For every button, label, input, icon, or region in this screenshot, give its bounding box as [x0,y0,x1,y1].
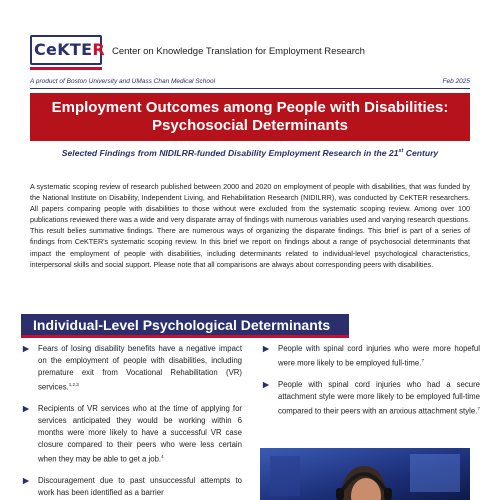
intro-paragraph: A systematic scoping review of research published between 2000 and 2020 on employment of people with disabilities, that was funded by the National Institute on Disability, Independent Living, and Rehabilitation Research (NIDILRR), was conducted by CeKTER researchers. All papers comparing people with disabilities to those without were excluded from the systematic scoping review. Among over 100 publications reviewed there was a wide and very disparate array of findings with numerous variables used and varying research questions. This result belies summative findings. There are numerous ways of organizing the disparate findings. This brief is part of a series of findings from CeKTER's systematic scoping review. In this brief we report on findings about a range of psychosocial determinants that impact the employment of people with disabilities, including determinants related to individual-level psychological characteristics, interpersonal skills and social support. Please note that all comparisons are always about corresponding peers with disabilities. [30,182,470,269]
bullet-item [260,343,480,369]
logo-underline [30,67,102,70]
bullet-text: Recipients of VR services who at the time of applying for services anticipated they would be working within 6 months were more likely to have a successful VR case closure compared to their peers who were less certain when they may be able to get a job. [38,404,242,464]
workplace-photo [260,448,470,500]
citation-sup: 1,2,3 [68,381,79,387]
logo-text-accent: R [92,40,105,59]
bullet-text: Discouragement due to past unsuccessful attempts to work has been identified as a barrier [38,476,242,498]
logo-text [34,40,105,59]
bullet-column-right [260,343,480,428]
citation-sup: 7 [421,357,424,363]
title-line-1: Employment Outcomes among People with Disabilities: [51,99,449,116]
subtitle-sup: st [398,148,404,155]
subtitle [30,148,470,158]
chevron-right-icon [262,381,270,389]
bullet-item [20,343,242,393]
logo-text-main: CeKTE [34,40,93,59]
bullet-item [260,379,480,417]
header-rule [30,88,470,89]
section-heading: Individual-Level Psychological Determinants [21,314,349,338]
publication-date: Feb 2025 [442,78,470,85]
product-of-text: A product of Boston University and UMass Chan Medical School [30,78,216,85]
title-banner [30,93,470,141]
subtitle-text: Selected Findings from NIDILRR-funded Disability Employment Research in the 21 [61,148,399,158]
bullet-item [20,403,242,465]
bullet-item [20,475,242,499]
chevron-right-icon [22,477,30,485]
bullet-text: Fears of losing disability benefits have a negative impact on the employment of people with disabilities, including premature exit from Vocational Rehabilitation (VR) services. [38,344,242,392]
bullet-text: People with spinal cord injuries who had a secure attachment style were more likely to be employed full-time compared to their peers with an anxious attachment style. [278,380,480,416]
citation-sup: 7 [477,406,480,412]
chevron-right-icon [22,405,30,413]
headset-worker-illustration [260,448,470,500]
org-name: Center on Knowledge Translation for Employment Research [112,46,365,57]
chevron-right-icon [22,345,30,353]
title-line-2: Psychosocial Determinants [152,117,348,134]
citation-sup: 4 [161,453,164,459]
chevron-right-icon [262,345,270,353]
product-of-line [30,78,470,85]
subtitle-tail: Century [403,148,439,158]
bullet-text: People with spinal cord injuries who were more hopeful were more likely to be employed full-time. [278,344,480,368]
bullet-column-left [20,343,242,500]
